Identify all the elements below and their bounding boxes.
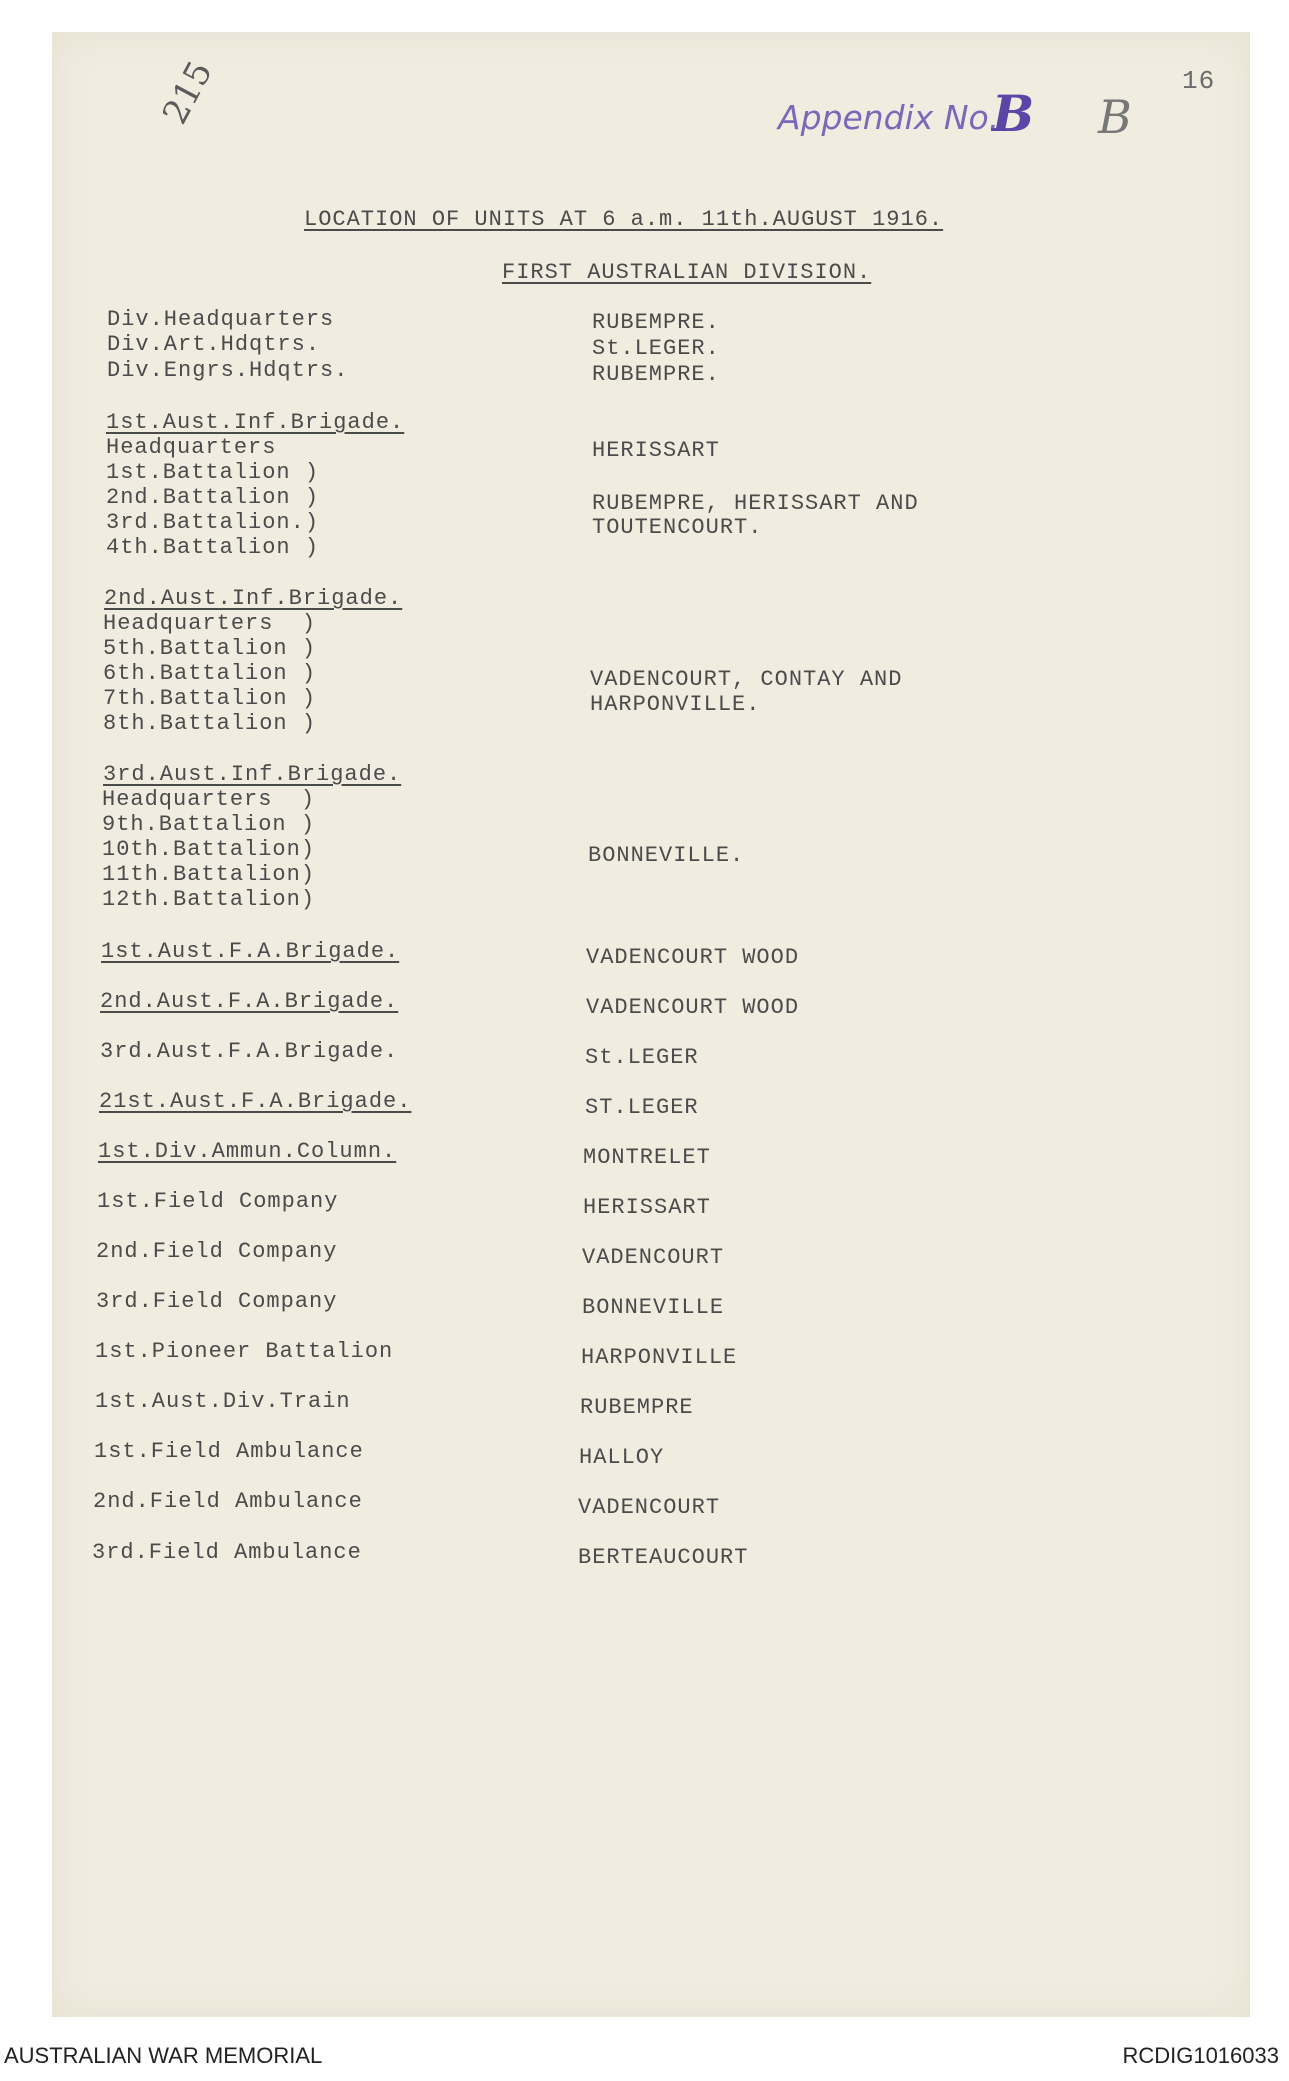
unit-name: 1st.Field Ambulance bbox=[94, 1439, 364, 1464]
unit-location: RUBEMPRE bbox=[580, 1395, 694, 1420]
appendix-stamp: Appendix No. bbox=[778, 98, 1000, 137]
folio-number: 215 bbox=[155, 54, 221, 131]
brigade-line: 9th.Battalion ) bbox=[102, 812, 316, 837]
unit-name: 3rd.Aust.F.A.Brigade. bbox=[100, 1039, 399, 1064]
unit-name: 1st.Aust.F.A.Brigade. bbox=[101, 939, 400, 964]
unit-name: 2nd.Aust.F.A.Brigade. bbox=[100, 989, 399, 1014]
unit-name: 1st.Div.Ammun.Column. bbox=[98, 1139, 397, 1164]
unit-location: HARPONVILLE bbox=[581, 1345, 738, 1370]
brigade-line: 5th.Battalion ) bbox=[103, 636, 317, 661]
brigade-line: 3rd.Battalion.) bbox=[106, 510, 320, 535]
unit-name: Div.Art.Hdqtrs. bbox=[107, 332, 321, 357]
brigade-line: 11th.Battalion) bbox=[102, 862, 316, 887]
brigade-line: Headquarters ) bbox=[102, 787, 316, 812]
brigade-heading: 1st.Aust.Inf.Brigade. bbox=[106, 410, 405, 435]
unit-location: St.LEGER bbox=[585, 1045, 699, 1070]
brigade-line: 7th.Battalion ) bbox=[103, 686, 317, 711]
unit-location: ST.LEGER bbox=[585, 1095, 699, 1120]
brigade-location: BONNEVILLE. bbox=[588, 843, 745, 868]
unit-name: 3rd.Field Company bbox=[96, 1289, 338, 1314]
footer-record-id: RCDIG1016033 bbox=[1122, 2043, 1279, 2068]
brigade-line: Headquarters bbox=[106, 435, 277, 460]
unit-location: VADENCOURT bbox=[582, 1245, 725, 1270]
page-number: 16 bbox=[1182, 66, 1216, 96]
brigade-line: 1st.Battalion ) bbox=[106, 460, 320, 485]
unit-location: RUBEMPRE. bbox=[592, 362, 720, 387]
unit-location: MONTRELET bbox=[583, 1145, 711, 1170]
unit-name: Div.Headquarters bbox=[107, 307, 335, 332]
unit-name: Div.Engrs.Hdqtrs. bbox=[107, 358, 349, 383]
division-subtitle: FIRST AUSTRALIAN DIVISION. bbox=[502, 260, 872, 285]
unit-location: VADENCOURT WOOD bbox=[586, 995, 800, 1020]
unit-name: 3rd.Field Ambulance bbox=[92, 1540, 362, 1565]
unit-location: BONNEVILLE bbox=[582, 1295, 725, 1320]
footer-archive-name: AUSTRALIAN WAR MEMORIAL bbox=[4, 2043, 323, 2068]
brigade-location: HARPONVILLE. bbox=[590, 692, 761, 717]
unit-name: 1st.Field Company bbox=[97, 1189, 339, 1214]
unit-name: 2nd.Field Ambulance bbox=[93, 1489, 363, 1514]
unit-name: 2nd.Field Company bbox=[96, 1239, 338, 1264]
unit-location: HALLOY bbox=[579, 1445, 665, 1470]
brigade-heading: 3rd.Aust.Inf.Brigade. bbox=[103, 762, 402, 787]
brigade-line: 4th.Battalion ) bbox=[106, 535, 320, 560]
unit-name: 1st.Aust.Div.Train bbox=[95, 1389, 351, 1414]
brigade-location: RUBEMPRE, HERISSART AND bbox=[592, 491, 919, 516]
brigade-line: 10th.Battalion) bbox=[102, 837, 316, 862]
unit-location: VADENCOURT bbox=[578, 1495, 721, 1520]
document-title: LOCATION OF UNITS AT 6 a.m. 11th.AUGUST 1916. bbox=[304, 207, 944, 232]
unit-location: BERTEAUCOURT bbox=[578, 1545, 749, 1570]
brigade-location: HERISSART bbox=[592, 438, 720, 463]
brigade-heading: 2nd.Aust.Inf.Brigade. bbox=[104, 586, 403, 611]
unit-name: 21st.Aust.F.A.Brigade. bbox=[99, 1089, 412, 1114]
unit-location: RUBEMPRE. bbox=[592, 310, 720, 335]
brigade-line: Headquarters ) bbox=[103, 611, 317, 636]
appendix-letter: B bbox=[992, 84, 1035, 143]
brigade-line: 8th.Battalion ) bbox=[103, 711, 317, 736]
brigade-line: 2nd.Battalion ) bbox=[106, 485, 320, 510]
appendix-letter-pencil: B bbox=[1098, 90, 1132, 144]
brigade-line: 6th.Battalion ) bbox=[103, 661, 317, 686]
unit-name: 1st.Pioneer Battalion bbox=[95, 1339, 394, 1364]
brigade-location: TOUTENCOURT. bbox=[592, 515, 763, 540]
unit-location: St.LEGER. bbox=[592, 336, 720, 361]
brigade-line: 12th.Battalion) bbox=[102, 887, 316, 912]
brigade-location: VADENCOURT, CONTAY AND bbox=[590, 667, 903, 692]
unit-location: VADENCOURT WOOD bbox=[586, 945, 800, 970]
unit-location: HERISSART bbox=[583, 1195, 711, 1220]
